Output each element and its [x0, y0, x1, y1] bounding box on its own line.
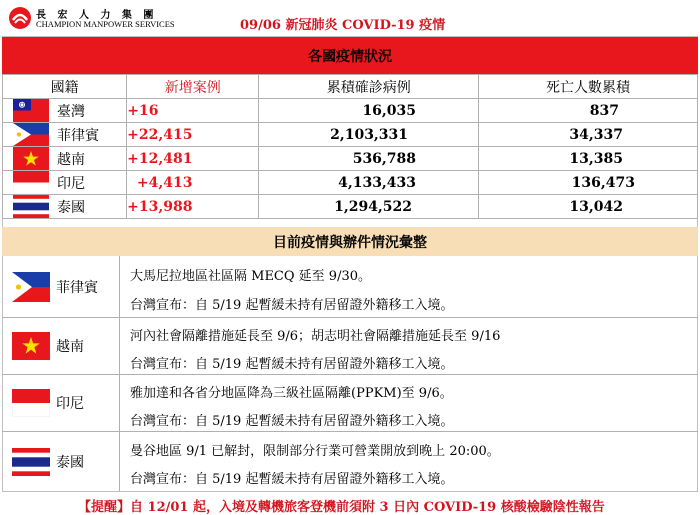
country-name: 菲律賓 — [57, 127, 99, 144]
indonesia-flag-icon — [12, 389, 50, 417]
deaths-value: 34,337 — [479, 123, 698, 147]
philippines-flag-icon — [12, 272, 50, 302]
header-new-cases: 新增案例 — [127, 75, 259, 99]
header-total-cases: 累積確診病例 — [259, 75, 479, 99]
new-cases-value: +4,413 — [127, 171, 259, 195]
new-cases-value: +16 — [127, 99, 259, 123]
detail-line: 雅加達和各省分地區降為三級社區隔離(PPKM)至 9/6。 — [130, 386, 453, 401]
total-cases-value: 16,035 — [259, 99, 479, 123]
detail-row-philippines — [2, 256, 698, 318]
detail-line: 大馬尼拉地區社區隔 MECQ 延至 9/30。 — [130, 269, 371, 284]
philippines-flag-icon — [13, 123, 49, 146]
section-title-country-status: 各國疫情狀況 — [2, 37, 698, 74]
reminder-notice: 【提醒】自 12/01 起，入境及轉機旅客登機前須附 3 日內 COVID-19 核酸檢驗陰性報告 — [78, 500, 605, 515]
vietnam-flag-icon — [12, 332, 50, 360]
indonesia-flag-icon — [13, 171, 49, 194]
country-name: 泰國 — [57, 199, 85, 216]
detail-country-name: 越南 — [56, 339, 84, 355]
taiwan-flag-icon — [13, 99, 49, 122]
total-cases-value: 2,103,331 — [259, 123, 479, 147]
detail-line: 台灣宣布：自 5/19 起暫緩未持有居留證外籍移工入境。 — [130, 414, 454, 429]
detail-line: 台灣宣布：自 5/19 起暫緩未持有居留證外籍移工入境。 — [130, 472, 454, 487]
total-cases-value: 536,788 — [259, 147, 479, 171]
header-country: 國籍 — [3, 75, 127, 99]
table-row — [3, 123, 698, 147]
detail-line: 台灣宣布：自 5/19 起暫緩未持有居留證外籍移工入境。 — [130, 298, 454, 313]
vietnam-flag-icon — [13, 147, 49, 170]
new-cases-value: +13,988 — [127, 195, 259, 219]
detail-row-indonesia — [2, 375, 698, 432]
page-title: 09/06 新冠肺炎 COVID-19 疫情 — [240, 18, 446, 33]
table-row — [3, 195, 698, 219]
detail-line: 台灣宣布：自 5/19 起暫緩未持有居留證外籍移工入境。 — [130, 357, 454, 372]
total-cases-value: 4,133,433 — [259, 171, 479, 195]
detail-row-thailand — [2, 432, 698, 491]
country-name: 越南 — [57, 151, 85, 168]
thailand-flag-icon — [13, 195, 49, 218]
table-row — [3, 147, 698, 171]
new-cases-value: +22,415 — [127, 123, 259, 147]
header-deaths: 死亡人數累積 — [479, 75, 698, 99]
company-name-cn: 長 宏 人 力 集 團 — [36, 10, 158, 21]
table-row — [3, 99, 698, 123]
detail-line: 河內社會隔離措施延長至 9/6；胡志明社會隔離措施延長至 9/16 — [130, 329, 501, 344]
detail-country-name: 菲律賓 — [56, 279, 98, 296]
deaths-value: 13,385 — [479, 147, 698, 171]
covid-stats-table — [2, 74, 698, 219]
section-title-summary: 目前疫情與辦件情況彙整 — [2, 227, 698, 256]
thailand-flag-icon — [12, 448, 50, 476]
country-name: 臺灣 — [57, 103, 85, 120]
document-header — [0, 0, 700, 36]
deaths-value: 837 — [479, 99, 698, 123]
deaths-value: 13,042 — [479, 195, 698, 219]
table-header-row — [3, 75, 698, 99]
company-name-en: CHAMPION MANPOWER SERVICES — [36, 19, 175, 29]
company-logo-icon — [8, 6, 32, 30]
detail-row-vietnam — [2, 318, 698, 375]
country-name: 印尼 — [57, 175, 85, 192]
deaths-value: 136,473 — [479, 171, 698, 195]
detail-country-name: 泰國 — [56, 454, 84, 471]
detail-country-name: 印尼 — [56, 396, 84, 412]
detail-line: 曼谷地區 9/1 已解封，限制部分行業可營業開放到晚上 20:00。 — [130, 444, 500, 459]
total-cases-value: 1,294,522 — [259, 195, 479, 219]
new-cases-value: +12,481 — [127, 147, 259, 171]
table-row — [3, 171, 698, 195]
